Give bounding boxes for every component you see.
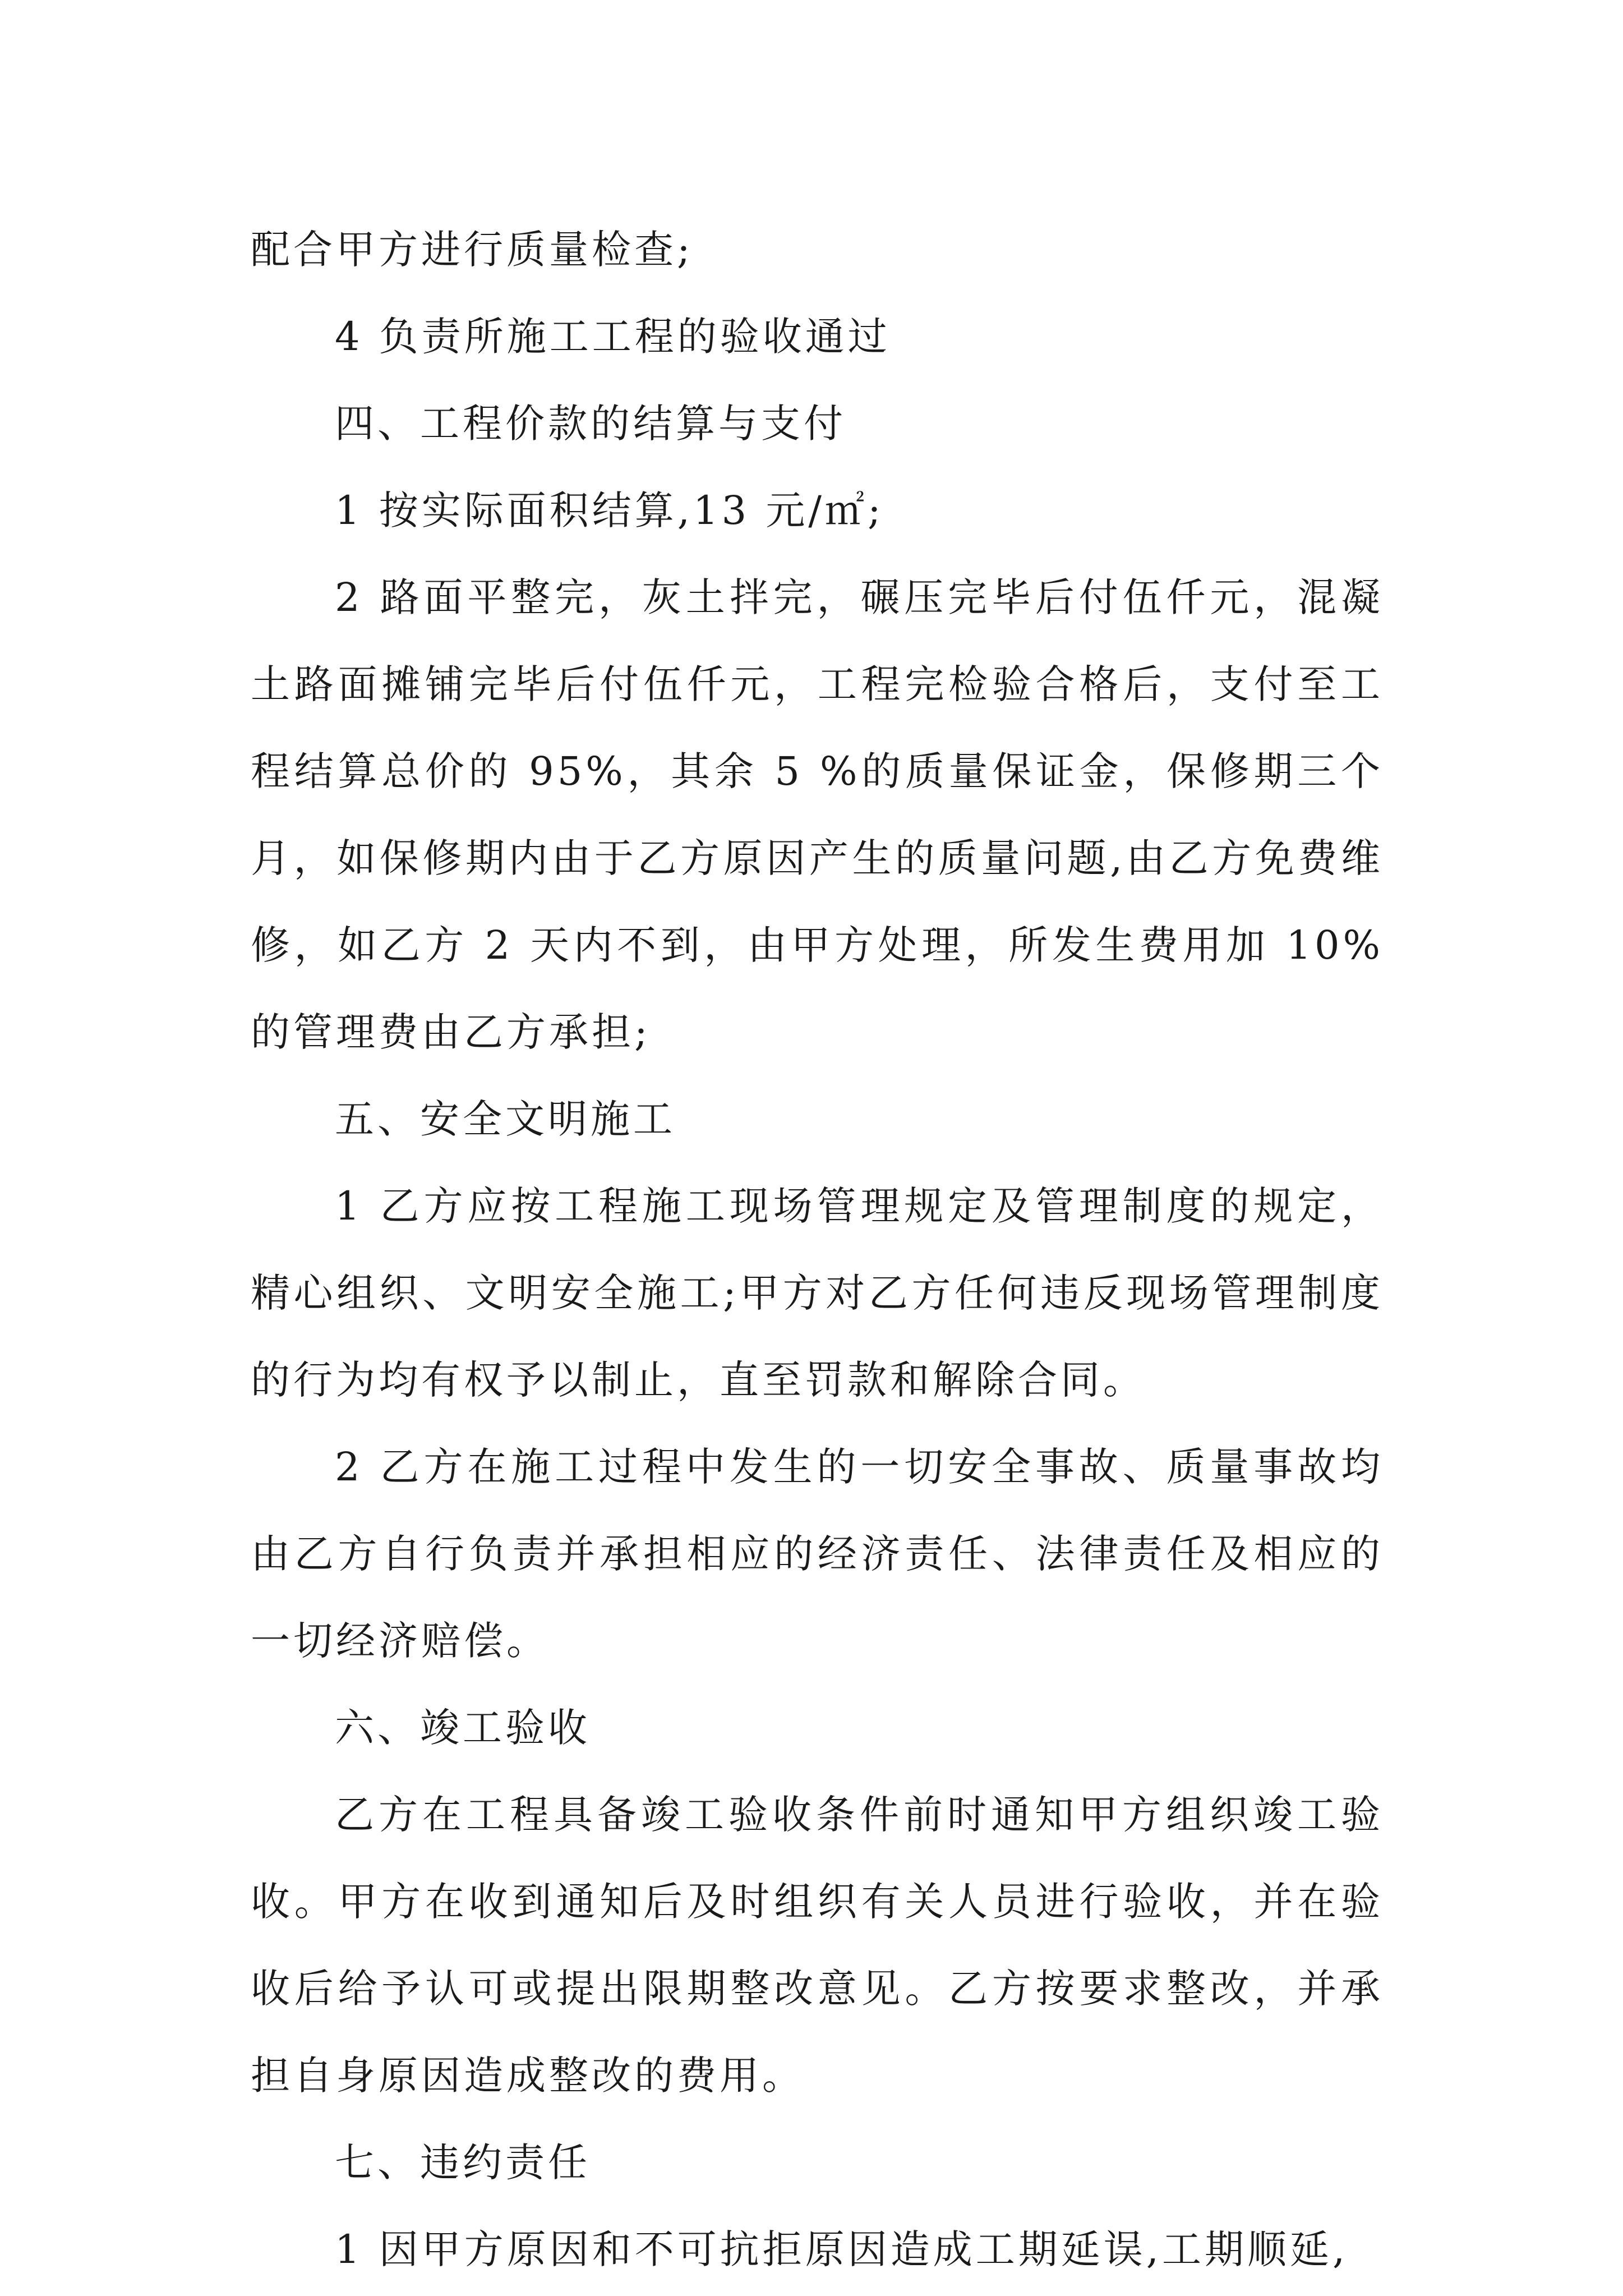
paragraph: 2 路面平整完，灰土拌完，碾压完毕后付伍仟元，混凝土路面摊铺完毕后付伍仟元，工程完检验合格后，支付至工程结算总价的 95%，其余 5 %的质量保证金，保修期三个月，如保修期内由于乙方原因产生的质量问题,由乙方免费维修，如乙方 2 天内不到，由甲方处理，所发生费用加 10%的管理费由乙方承担;: [251, 574, 1384, 1055]
paragraph: 1 因甲方原因和不可抗拒原因造成工期延误,工期顺延,: [335, 2226, 1349, 2272]
section-heading: 四、工程价款的结算与支付: [335, 401, 846, 447]
section-heading: 六、竣工验收: [335, 1705, 591, 1751]
paragraph: 1 按实际面积结算,13 元/㎡;: [335, 487, 884, 533]
paragraph: 配合甲方进行质量检查;: [251, 227, 694, 273]
section-heading: 七、违约责任: [335, 2139, 591, 2185]
paragraph: 4 负责所施工工程的验收通过: [335, 314, 891, 360]
document-body: [251, 206, 1384, 2293]
paragraph: 1 乙方应按工程施工现场管理规定及管理制度的规定，精心组织、文明安全施工;甲方对乙方任何违反现场管理制度的行为均有权予以制止，直至罚款和解除合同。: [251, 1183, 1384, 1403]
section-heading: 五、安全文明施工: [335, 1096, 676, 1142]
paragraph: 乙方在工程具备竣工验收条件前时通知甲方组织竣工验收。甲方在收到通知后及时组织有关人员进行验收，并在验收后给予认可或提出限期整改意见。乙方按要求整改，并承担自身原因造成整改的费用。: [251, 1792, 1384, 2099]
paragraph: 2 乙方在施工过程中发生的一切安全事故、质量事故均由乙方自行负责并承担相应的经济责任、法律责任及相应的一切经济赔偿。: [251, 1444, 1384, 1664]
